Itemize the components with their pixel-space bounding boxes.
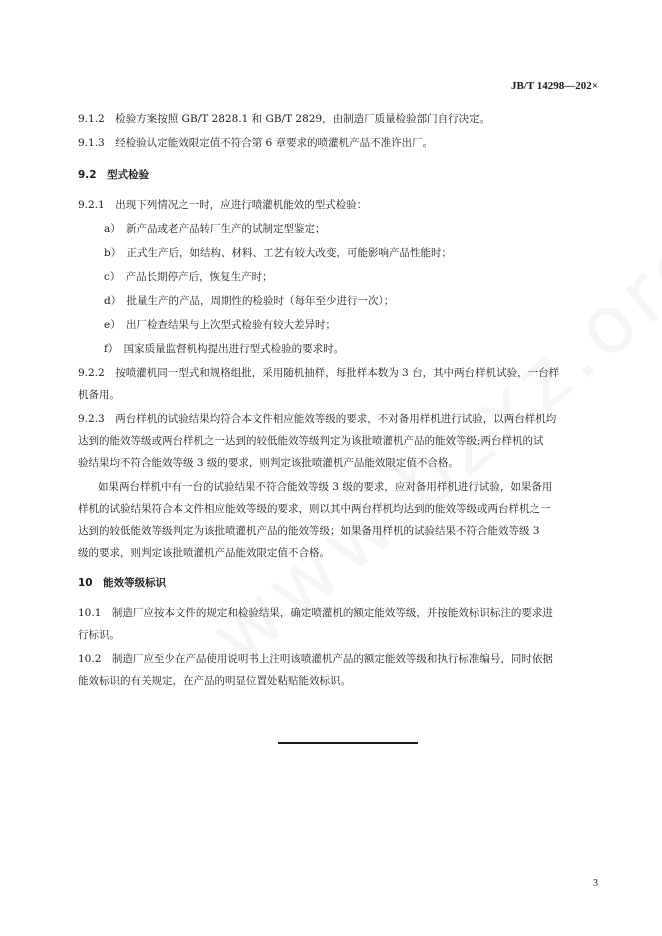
clause-9-2-3-line-1: 9.2.3 两台样机的试验结果均符合本文件相应能效等级的要求，不对备用样机进行试验，以两台样机均 <box>78 413 557 425</box>
clause-10-2-line-1: 10.2 制造厂应至少在产品使用说明书上注明该喷灌机产品的额定能效等级和执行标准编号，同时依据 <box>78 653 553 665</box>
page-number: 3 <box>593 878 598 889</box>
clause-10-1-line-1: 10.1 制造厂应按本文件的规定和检验结果，确定喷灌机的额定能效等级，并按能效标识标注的要求进 <box>78 607 553 619</box>
heading-10: 10 能效等级标识 <box>78 577 167 589</box>
paragraph-line-2: 样机的试验结果符合本文件相应能效等级的要求，则以其中两台样机均达到的能效等级或两台样机之一 <box>78 503 551 515</box>
clause-9-2-2-line-1: 9.2.2 按喷灌机同一型式和规格组批，采用随机抽样，每批样本数为 3 台，其中两台样机试验，一台样 <box>78 367 560 379</box>
standard-code: JB/T 14298—202× <box>510 80 598 92</box>
clause-9-2-1: 9.2.1 出现下列情况之一时，应进行喷灌机能效的型式检验： <box>78 199 368 211</box>
paragraph-line-4: 级的要求，则判定该批喷灌机产品能效限定值不合格。 <box>78 547 330 559</box>
clause-9-2-2-line-2: 机备用。 <box>78 389 120 401</box>
clause-9-1-2: 9.1.2 检验方案按照 GB/T 2828.1 和 GB/T 2829，由制造厂质量检验部门自行决定。 <box>78 113 491 125</box>
list-item-f: f） 国家质量监督机构提出进行型式检验的要求时。 <box>104 343 345 355</box>
paragraph-line-3: 达到的较低能效等级判定为该批喷灌机产品的能效等级；如果备用样机的试验结果不符合能效等级 3 <box>78 525 540 537</box>
list-item-b: b） 正式生产后，如结构、材料、工艺有较大改变，可能影响产品性能时； <box>104 247 452 259</box>
list-item-e: e） 出厂检查结果与上次型式检验有较大差异时； <box>104 319 336 331</box>
clause-9-2-3-line-2: 达到的能效等级或两台样机之一达到的较低能效等级判定为该批喷灌机产品的能效等级;两台样机的试 <box>78 435 544 447</box>
clause-9-2-3-line-3: 验结果均不符合能效等级 3 级的要求，则判定该批喷灌机产品能效限定值不合格。 <box>78 457 459 469</box>
list-item-a: a） 新产品或老产品转厂生产的试制定型鉴定； <box>104 223 326 235</box>
paragraph-line-1: 如果两台样机中有一台的试验结果不符合能效等级 3 级的要求，应对备用样机进行试验，如果备用 <box>98 481 553 493</box>
clause-10-2-line-2: 能效标识的有关规定，在产品的明显位置处粘贴能效标识。 <box>78 675 351 687</box>
clause-9-1-3: 9.1.3 经检验认定能效限定值不符合第 6 章要求的喷灌机产品不准许出厂。 <box>78 137 434 149</box>
clause-10-1-line-2: 行标识。 <box>78 629 120 641</box>
list-item-d: d） 批量生产的产品，周期性的检验时（每年至少进行一次）； <box>104 295 395 307</box>
list-item-c: c） 产品长期停产后，恢复生产时； <box>104 271 273 283</box>
heading-9-2: 9.2 型式检验 <box>78 169 150 181</box>
end-rule <box>278 742 418 744</box>
